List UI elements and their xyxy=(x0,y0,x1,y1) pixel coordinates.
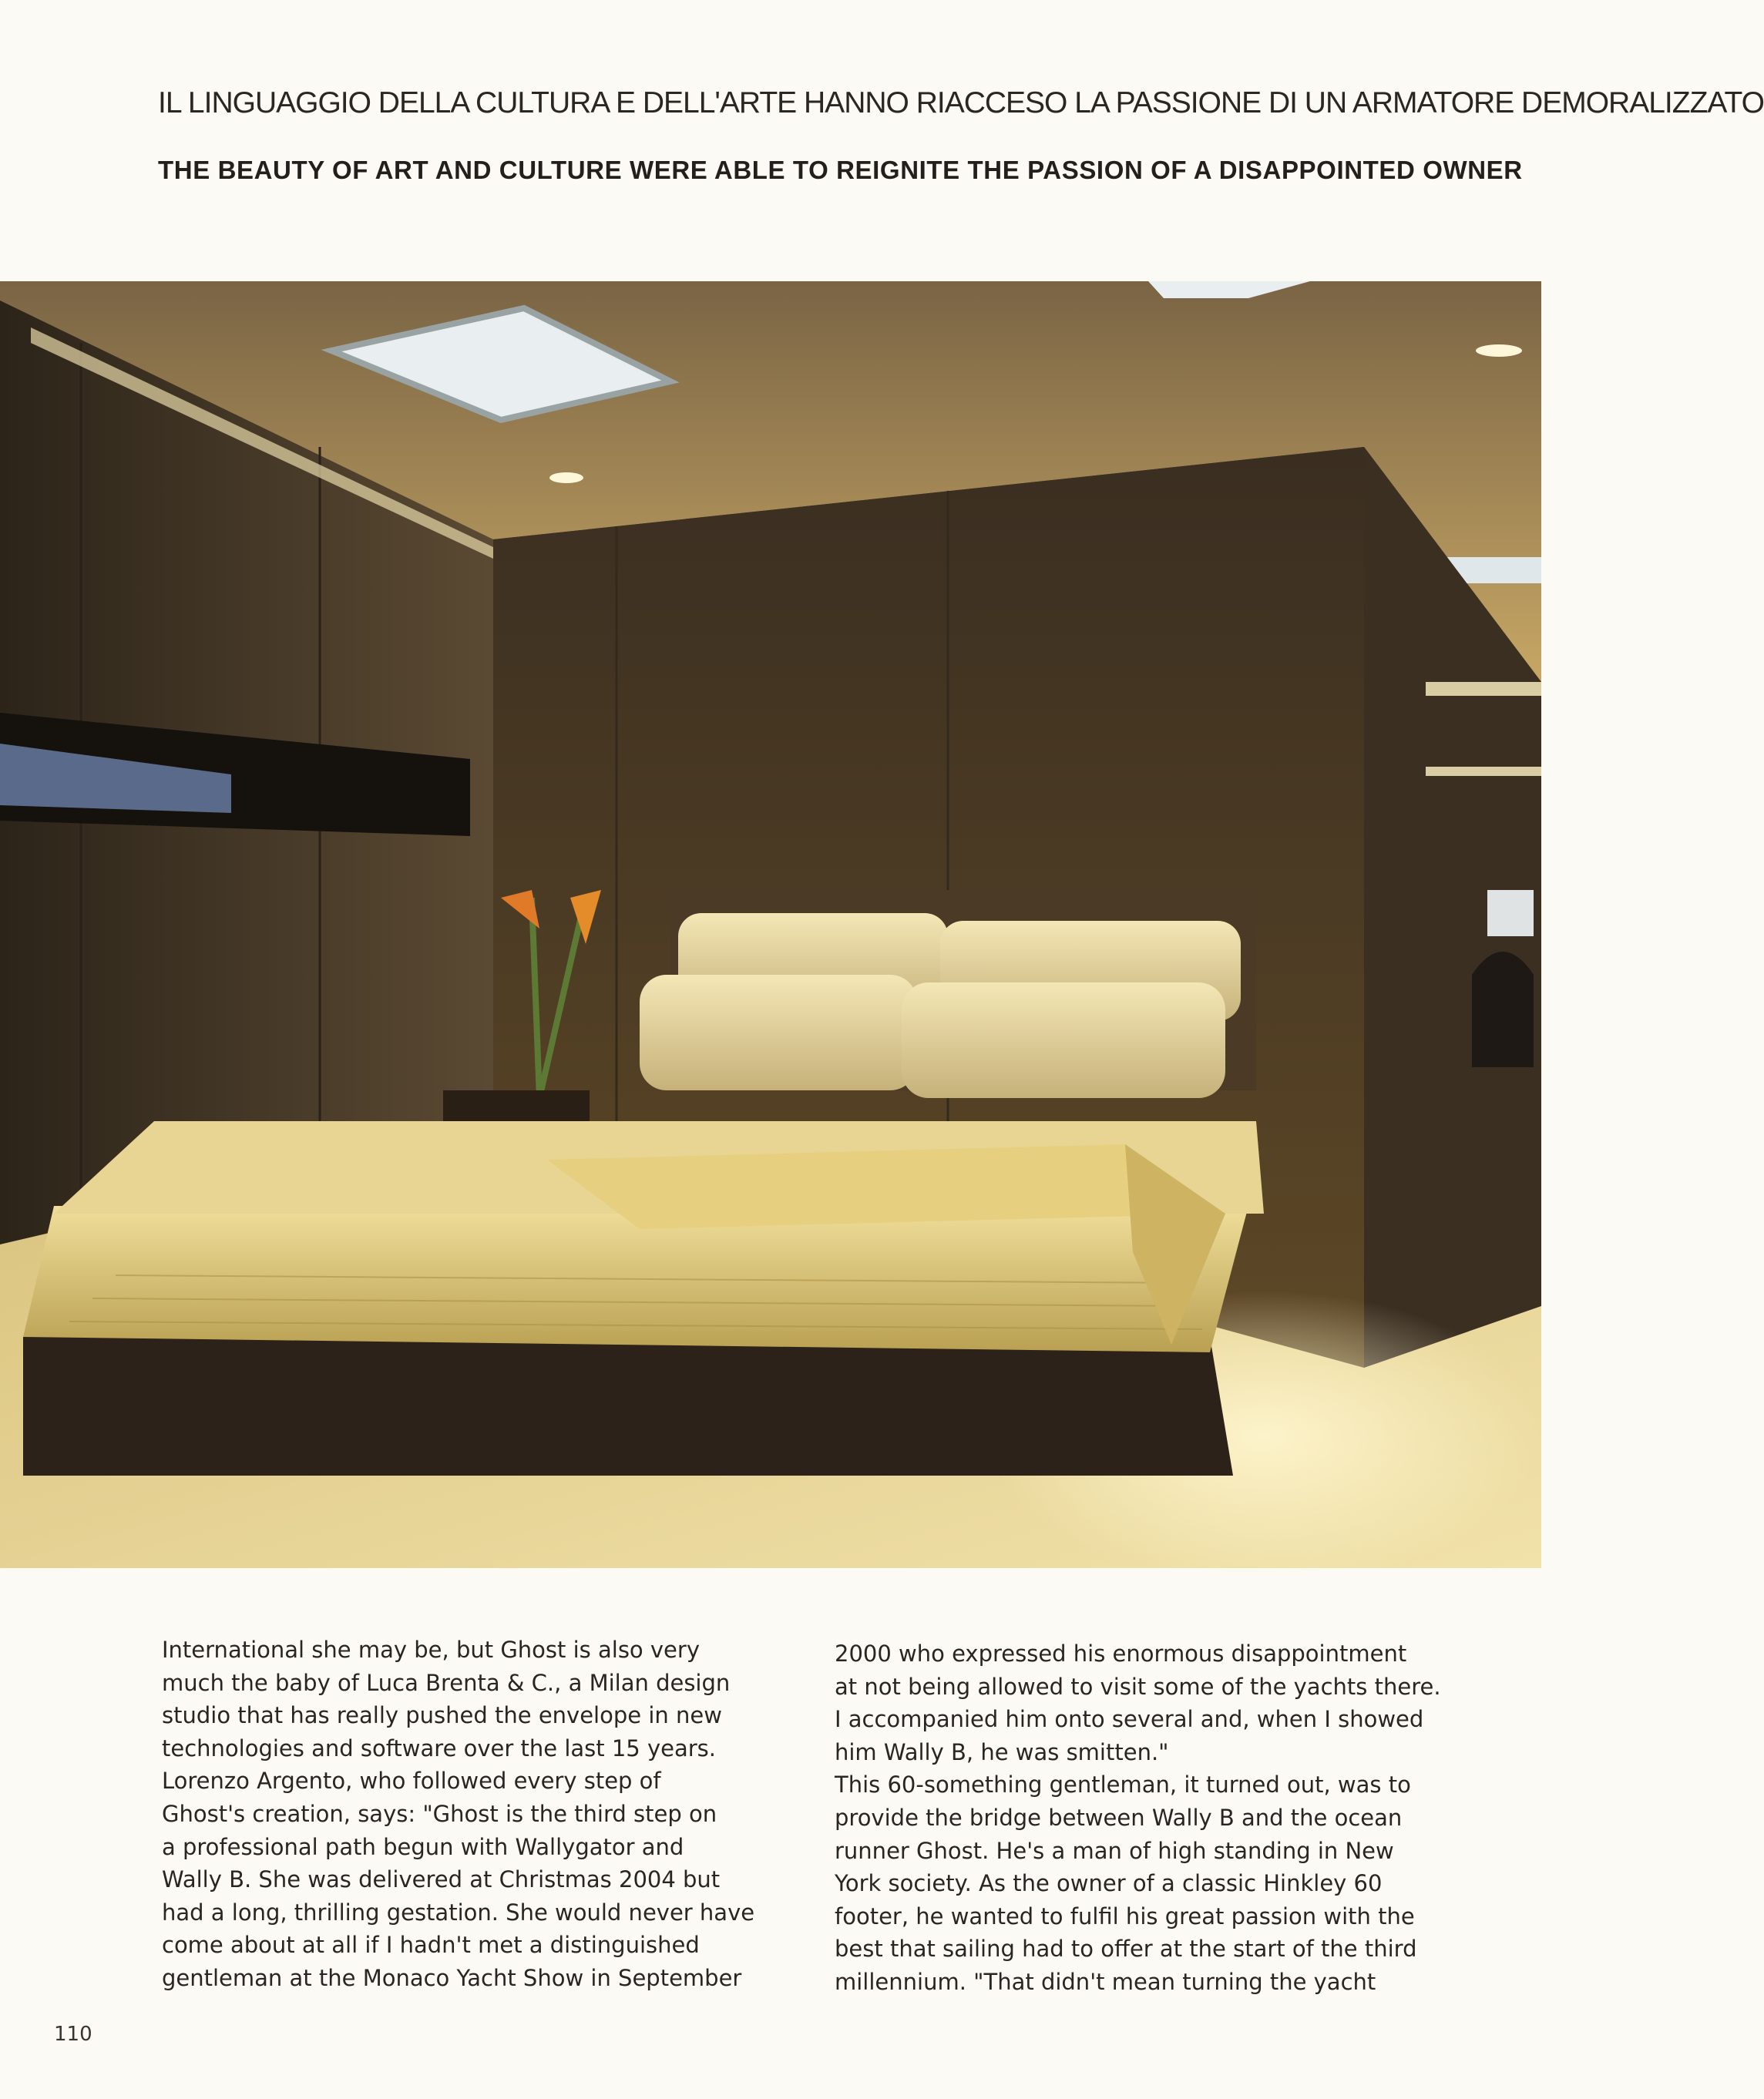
body-line: at not being allowed to visit some of the yachts there. xyxy=(835,1673,1441,1700)
cabin-bedroom-photo xyxy=(0,281,1541,1568)
body-line: 2000 who expressed his enormous disappointment xyxy=(835,1641,1407,1667)
body-line: International she may be, but Ghost is also very xyxy=(162,1637,700,1663)
body-column-right xyxy=(835,1637,1451,1999)
body-line: millennium. "That didn't mean turning the yacht xyxy=(835,1968,1376,1995)
body-line: Lorenzo Argento, who followed every step of xyxy=(162,1768,661,1795)
body-column-left xyxy=(162,1634,778,1995)
body-line: I accompanied him onto several and, when I showed xyxy=(835,1706,1424,1733)
body-line: York society. As the owner of a classic Hinkley 60 xyxy=(835,1870,1383,1897)
body-line: Ghost's creation, says: "Ghost is the third step on xyxy=(162,1800,717,1827)
body-line: best that sailing had to offer at the start of the third xyxy=(835,1936,1417,1963)
body-line: come about at all if I hadn't met a distinguished xyxy=(162,1932,700,1959)
body-line: technologies and software over the last 15 years. xyxy=(162,1735,716,1761)
headline-english: THE BEAUTY OF ART AND CULTURE WERE ABLE TO REIGNITE THE PASSION OF A DISAPPOINTED OWNER xyxy=(158,156,1523,184)
body-line: had a long, thrilling gestation. She would never have xyxy=(162,1899,755,1926)
body-line: runner Ghost. He's a man of high standing in New xyxy=(835,1837,1394,1864)
body-line: Wally B. She was delivered at Christmas 2004 but xyxy=(162,1866,721,1893)
body-line: studio that has really pushed the envelope in new xyxy=(162,1702,722,1729)
body-line: footer, he wanted to fulfil his great passion with the xyxy=(835,1903,1415,1929)
body-line: a professional path begun with Wallygator and xyxy=(162,1833,684,1860)
body-line: This 60-something gentleman, it turned out, was to xyxy=(835,1772,1411,1798)
body-line: provide the bridge between Wally B and the ocean xyxy=(835,1804,1403,1831)
page-number: 110 xyxy=(54,2023,92,2046)
headline-italian: IL LINGUAGGIO DELLA CULTURA E DELL'ARTE HANNO RIACCESO LA PASSIONE DI UN ARMATORE DEMORALIZZATO xyxy=(158,86,1764,119)
body-line: him Wally B, he was smitten." xyxy=(835,1738,1169,1765)
body-line: gentleman at the Monaco Yacht Show in September xyxy=(162,1964,742,1991)
body-line: much the baby of Luca Brenta & C., a Milan design xyxy=(162,1669,731,1696)
